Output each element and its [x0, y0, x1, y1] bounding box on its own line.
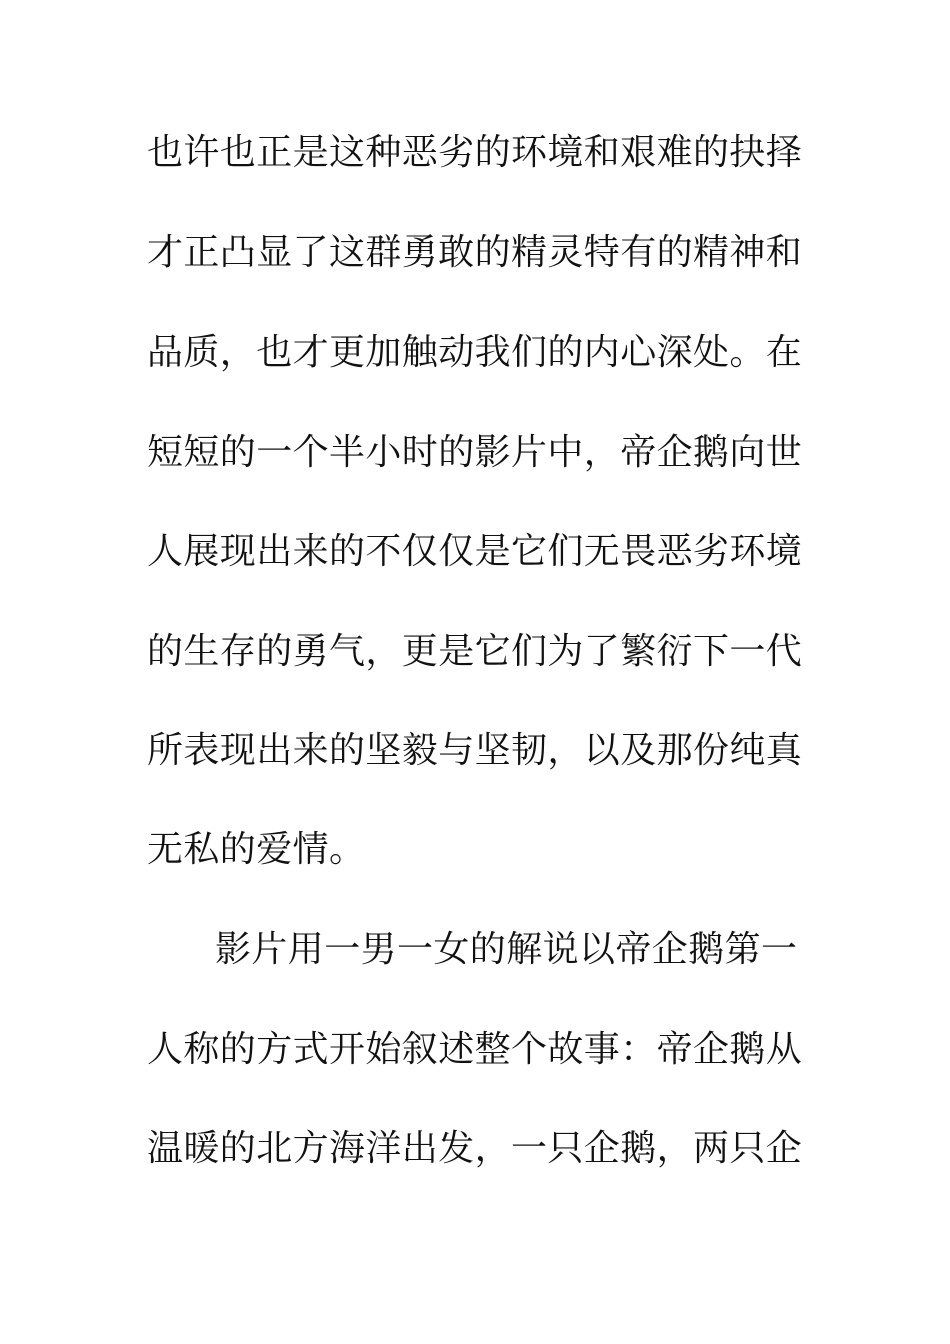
- text-line: 也许也正是这种恶劣的环境和艰难的抉择: [147, 132, 803, 173]
- text-line: 的生存的勇气，更是它们为了繁衍下一代: [147, 631, 803, 672]
- text-line: 人展现出来的不仅仅是它们无畏恶劣环境: [147, 531, 803, 572]
- text-line: 短短的一个半小时的影片中，帝企鹅向世: [147, 432, 803, 473]
- paragraph-first-line: 影片用一男一女的解说以帝企鹅第一: [215, 929, 798, 970]
- text-line: 人称的方式开始叙述整个故事：帝企鹅从: [147, 1029, 803, 1070]
- text-line: 品质，也才更加触动我们的内心深处。在: [147, 332, 803, 373]
- text-line: 所表现出来的坚毅与坚韧，以及那份纯真: [147, 730, 803, 771]
- text-line: 温暖的北方海洋出发，一只企鹅，两只企: [147, 1128, 803, 1169]
- text-line: 无私的爱情。: [147, 829, 366, 870]
- text-line: 才正凸显了这群勇敢的精灵特有的精神和: [147, 232, 803, 273]
